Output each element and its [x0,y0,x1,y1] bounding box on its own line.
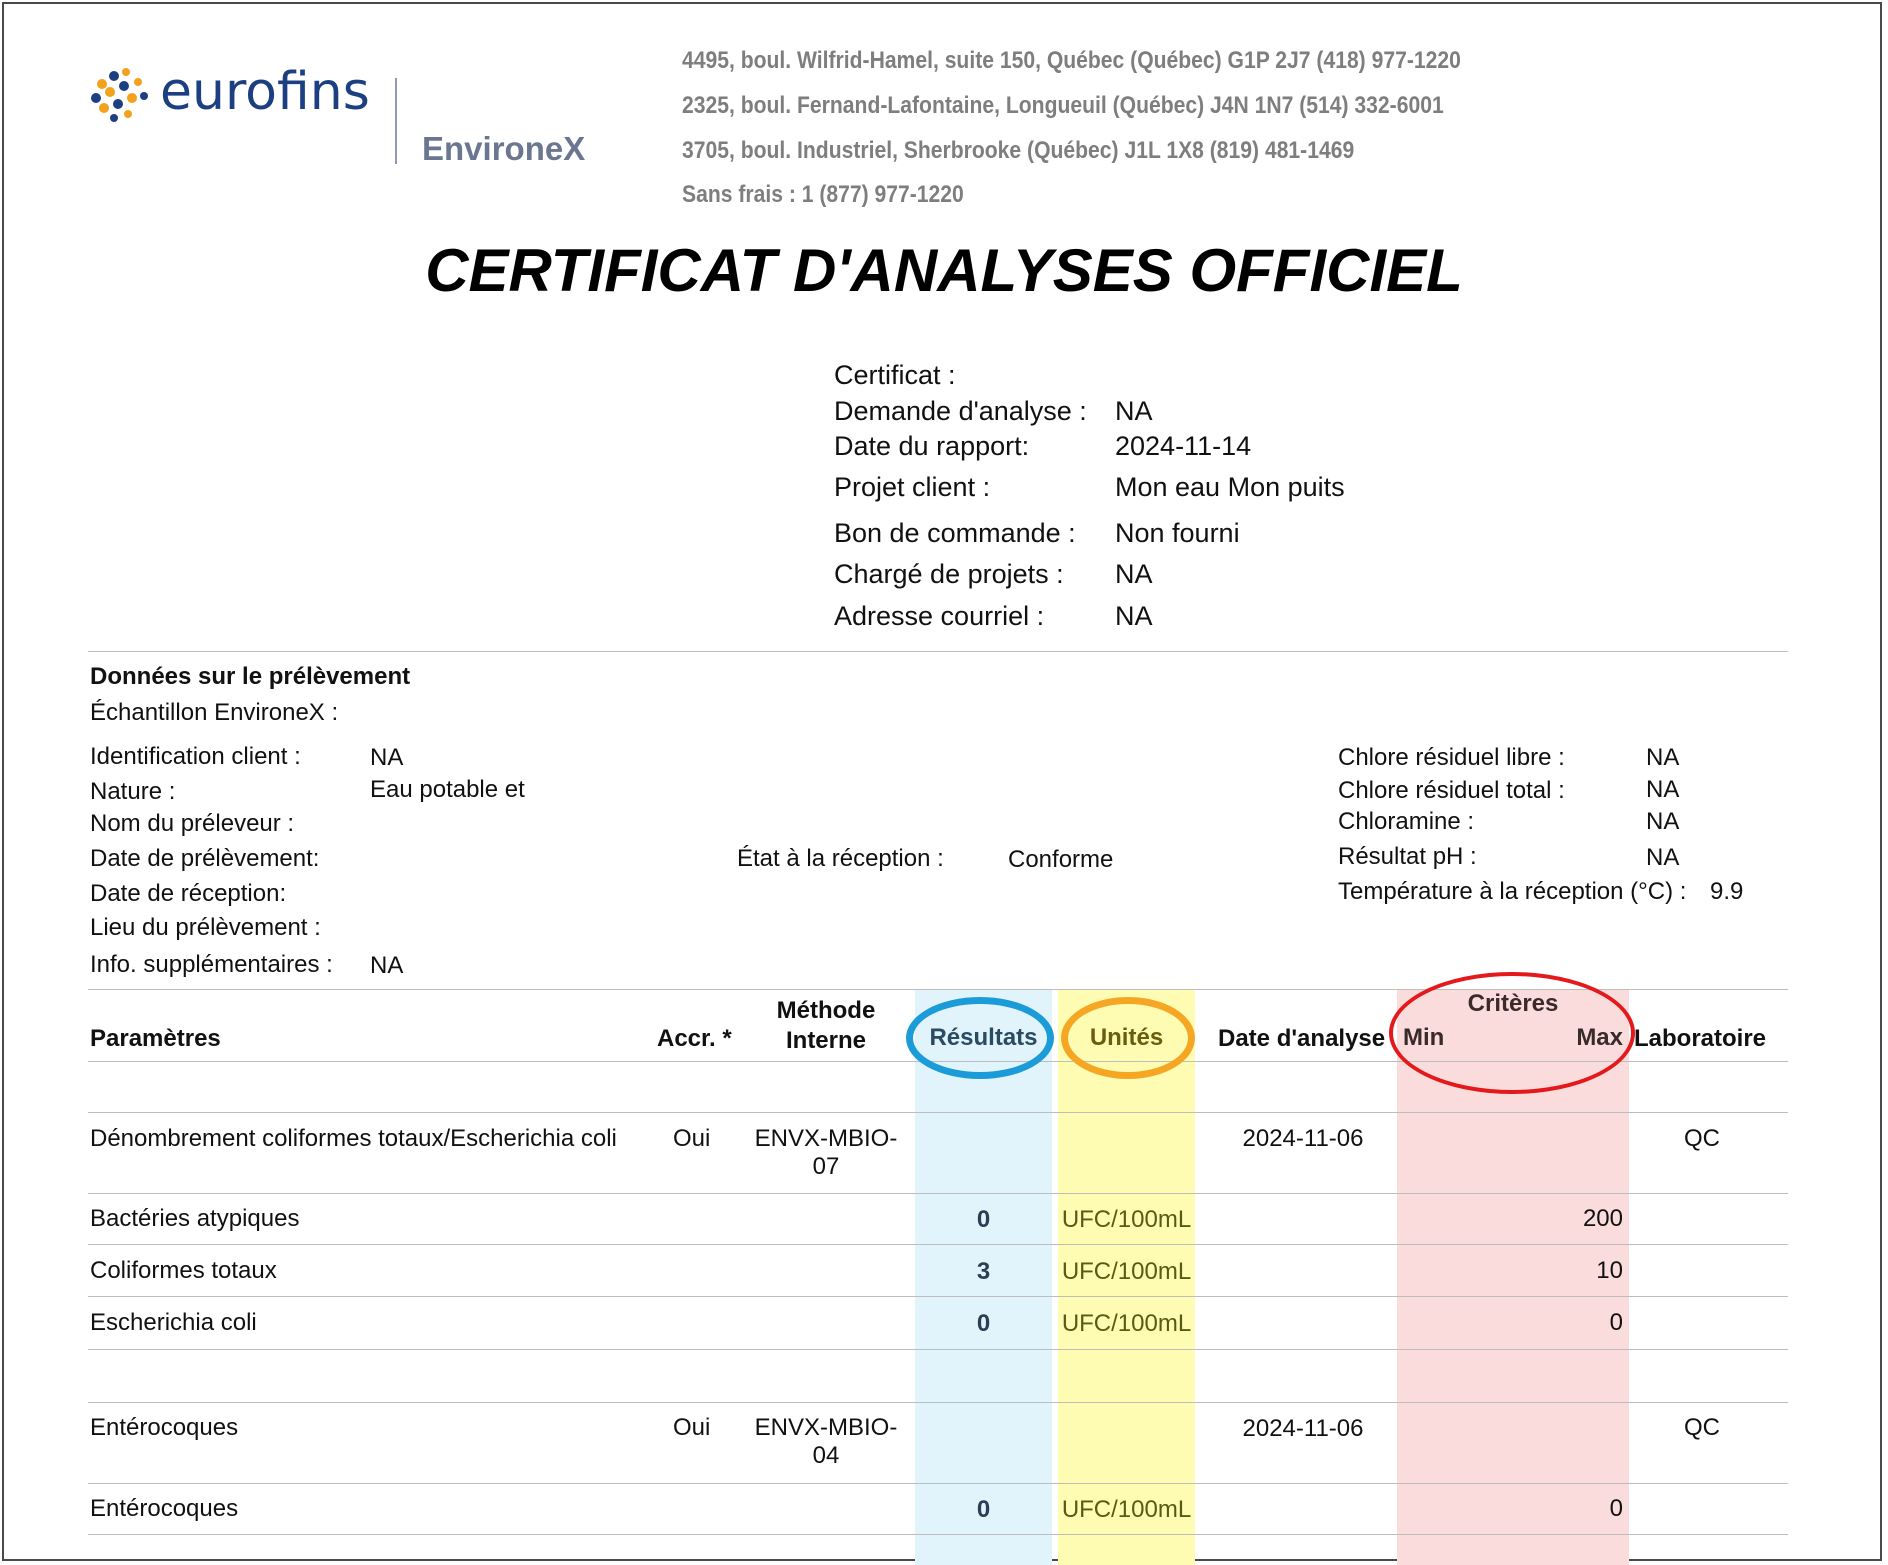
brand-subname: EnvironeX [422,130,586,167]
row-2-param: Bactéries atypiques [90,1205,300,1232]
header-methode: Méthode [776,997,876,1024]
header-date-analyse: Date d'analyse [1218,1025,1386,1052]
row-divider [88,1112,1788,1113]
row-2-max: 200 [1582,1205,1623,1232]
row-6-param: Entérocoques [90,1495,239,1522]
row-3-unit: UFC/100mL [1061,1258,1192,1285]
row-5-date: 2024-11-06 [1242,1415,1364,1442]
row-4-param: Escherichia coli [90,1309,257,1336]
units-highlight-ellipse [1061,997,1195,1079]
row-5-param: Entérocoques [90,1414,239,1441]
row-4-result: 0 [976,1310,991,1337]
header-resultats: Résultats [929,1024,1038,1051]
cert-label-demande: Demande d'analyse : [834,396,1087,426]
sample-value-chlore-total: NA [1646,776,1680,803]
header-parametres: Paramètres [90,1025,221,1052]
row-3-param: Coliformes totaux [90,1257,277,1284]
row-6-result: 0 [976,1496,991,1523]
row-divider [88,1483,1788,1484]
sample-label-identification: Identification client : [90,743,301,770]
row-1-method-1: ENVX-MBIO- [754,1125,898,1152]
sample-value-identification: NA [370,744,404,771]
row-4-max: 0 [1609,1309,1623,1336]
results-highlight-ellipse [906,997,1054,1079]
sample-value-info: NA [370,952,404,979]
row-2-result: 0 [976,1206,991,1233]
header-laboratoire: Laboratoire [1634,1025,1767,1052]
row-1-param: Dénombrement coliformes totaux/Escherichia coli [90,1125,617,1152]
sample-value-ph: NA [1646,844,1680,871]
document-title: CERTIFICAT D'ANALYSES OFFICIEL [425,237,1463,304]
cert-value-date-rapport: 2024-11-14 [1115,431,1252,461]
row-1-date: 2024-11-06 [1242,1125,1364,1152]
sample-label-chlore-total: Chlore résiduel total : [1338,777,1565,804]
brand-name: eurofins [160,62,370,122]
sample-label-etat-reception: État à la réception : [737,845,944,872]
address-sherbrooke: 3705, boul. Industriel, Sherbrooke (Québec) J1L 1X8 (819) 481-1469 [682,137,1355,164]
row-5-method-2: 04 [812,1442,840,1469]
criteria-highlight-ellipse [1389,972,1635,1094]
divider-table-bottom [88,1534,1788,1535]
row-5-method-1: ENVX-MBIO- [754,1414,898,1441]
cert-label-projet: Projet client : [834,472,991,502]
header-unites: Unités [1089,1024,1164,1051]
cert-label-bon-commande: Bon de commande : [834,518,1076,548]
cert-value-bon-commande: Non fourni [1115,518,1240,548]
sample-value-etat-reception: Conforme [1008,846,1114,873]
sample-label-info: Info. supplémentaires : [90,951,333,978]
cert-value-demande: NA [1115,396,1153,426]
address-toll-free: Sans frais : 1 (877) 977-1220 [682,181,964,208]
sample-label-date-prelevement: Date de prélèvement: [90,845,320,872]
sample-value-nature: Eau potable et [370,776,525,803]
row-3-result: 3 [976,1258,991,1285]
sample-label-preleveur: Nom du préleveur : [90,810,295,837]
cert-label-date-rapport: Date du rapport: [834,431,1030,461]
sample-label-lieu: Lieu du prélèvement : [90,914,321,941]
row-5-accr: Oui [673,1414,711,1441]
cert-label-courriel: Adresse courriel : [834,601,1045,631]
cert-label-charge-projets: Chargé de projets : [834,559,1064,589]
row-6-max: 0 [1609,1495,1623,1522]
sample-value-chlore-libre: NA [1646,744,1680,771]
header-min: Min [1403,1024,1445,1051]
header-accr: Accr. * [657,1025,732,1052]
row-divider [88,1296,1788,1297]
sample-label-date-reception: Date de réception: [90,880,287,907]
sample-value-temperature: 9.9 [1710,878,1744,905]
header-interne: Interne [785,1027,866,1054]
sample-label-nature: Nature : [90,778,176,805]
row-1-method-2: 07 [812,1153,840,1180]
row-divider [88,1402,1788,1403]
header-max: Max [1576,1024,1623,1051]
row-divider [88,1244,1788,1245]
row-2-unit: UFC/100mL [1061,1206,1192,1233]
row-1-lab: QC [1684,1125,1720,1152]
logo-divider [395,78,397,164]
cert-label-certificat: Certificat : [834,360,956,390]
cert-value-projet: Mon eau Mon puits [1115,472,1345,502]
row-4-unit: UFC/100mL [1061,1310,1192,1337]
header-criteres: Critères [1467,990,1559,1017]
sample-heading: Données sur le prélèvement [90,663,411,690]
row-3-max: 10 [1596,1257,1623,1284]
sample-id-label: Échantillon EnvironeX : [90,699,339,726]
row-divider [88,1193,1788,1194]
cert-value-charge-projets: NA [1115,559,1153,589]
divider-top [88,651,1788,652]
sample-label-chlore-libre: Chlore résiduel libre : [1338,744,1565,771]
row-divider [88,1349,1788,1350]
sample-label-ph: Résultat pH : [1338,843,1477,870]
address-quebec: 4495, boul. Wilfrid-Hamel, suite 150, Québec (Québec) G1P 2J7 (418) 977-1220 [682,47,1461,74]
row-1-accr: Oui [673,1125,711,1152]
row-5-lab: QC [1684,1414,1720,1441]
sample-label-chloramine: Chloramine : [1338,808,1475,835]
sample-value-chloramine: NA [1646,808,1680,835]
sample-label-temperature: Température à la réception (°C) : [1338,878,1687,905]
cert-value-courriel: NA [1115,601,1153,631]
address-longueuil: 2325, boul. Fernand-Lafontaine, Longueuil (Québec) J4N 1N7 (514) 332-6001 [682,92,1444,119]
row-6-unit: UFC/100mL [1061,1496,1192,1523]
